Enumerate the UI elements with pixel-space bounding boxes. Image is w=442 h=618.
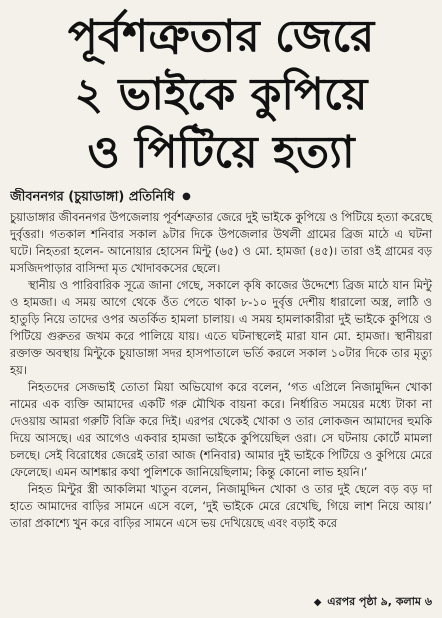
paragraph-2: স্থানীয় ও পারিবারিক সূত্রে জানা গেছে, সকালে কৃষি কাজের উদ্দেশ্যে ব্রিজ মাঠে যান মিন্টু ও হামজা। এ সময় আগে থেকে ওঁত পেতে থাকা ৮-১০ দুর্বৃত্ত দেশীয় ধারালো অস্ত্র, লাঠি ও হাতুড়ি নিয়ে তাদের ওপর অতর্কিত হামলা চালায়। এ সময় হামলাকারীরা দুই ভাইকে কুপিয়ে ও পিটিয়ে গুরুতর জখম করে পালিয়ে যায়। এতে ঘটনাস্থলেই মারা যান মো. হামজা। স্থানীয়রা রক্তাক্ত অবস্থায় মিন্টুকে চুয়াডাঙ্গা সদর হাসপাতালে ভর্তি করলে সকাল ১০টার দিকে তার মৃত্যু হয়। [10,277,432,377]
headline-line-3: ও পিটিয়ে হত্যা [87,127,355,178]
paragraph-1: চুয়াডাঙ্গার জীবননগর উপজেলায় পূর্বশত্রুতার জেরে দুই ভাইকে কুপিয়ে ও পিটিয়ে হত্যা করেছে দুর্বৃত্তরা। গতকাল শনিবার সকাল ৯টার দিকে উপজেলার উথলী গ্রামের ব্রিজ মাঠে এ ঘটনা ঘটে। নিহতরা হলেন- আনোয়ার হোসেন মিন্টু (৬৫) ও মো. হামজা (৪৫)। তারা ওই গ্রামের বড় মসজিদপাড়ার বাসিন্দা মৃত খোদাবকসের ছেলে। [10,209,432,275]
continuation-marker-icon: ◆ [313,597,322,608]
paragraph-3: নিহতদের সেজভাই তোতা মিয়া অভিযোগ করে বলেন, ‘গত এপ্রিলে নিজামুদ্দিন খোকা নামের এক ব্যক্তি আমাদের একটি গরু মৌখিক বায়না করে। নির্ধারিত সময়ের মধ্যে টাকা না দেওয়ায় আমরা গরুটি বিক্রি করে দিই। এরপর থেকেই খোকা ও তার লোকজন আমাদের হুমকি দিয়ে আসছে। এর আগেও একবার হামজা ভাইকে কুপিয়েছিল ওরা। সে ঘটনায় কোর্টে মামলা চলছে। সেই বিরোধের জেরেই তারা আজ (শনিবার) আমার দুই ভাইকে পিটিয়ে ও কুপিয়ে মেরে ফেলেছে। এমন আশঙ্কার কথা পুলিশকে জানিয়েছিলাম; কিন্তু কোনো লাভ হয়নি।’ [10,379,432,479]
headline-line-2: ২ ভাইকে কুপিয়ে [74,69,368,120]
paragraph-4: নিহত মিন্টুর স্ত্রী আকলিমা খাতুন বলেন, নিজামুদ্দিন খোকা ও তার দুই ছেলে বড় বড় দা হাতে আমাদের বাড়ির সামনে এসে বলে, ‘দুই ভাইকে মেরে রেখেছি, গিয়ে লাশ নিয়ে আয়।’ তারা প্রকাশ্যে খুন করে বাড়ির সামনে এসে ভয় দেখিয়েছে এবং বড়াই করে [10,481,432,530]
byline [10,188,432,207]
continuation-text: এরপর পৃষ্ঠা ৯, কলাম ৬ [327,595,432,608]
byline-bullet-icon: ● [182,191,191,202]
headline [10,0,432,182]
continuation-note [314,593,432,612]
byline-text: জীবননগর (চুয়াডাঙ্গা) প্রতিনিধি [10,189,175,205]
headline-line-1: পূর্বশত্রুতার জেরে [67,11,375,62]
article-body [10,209,432,532]
